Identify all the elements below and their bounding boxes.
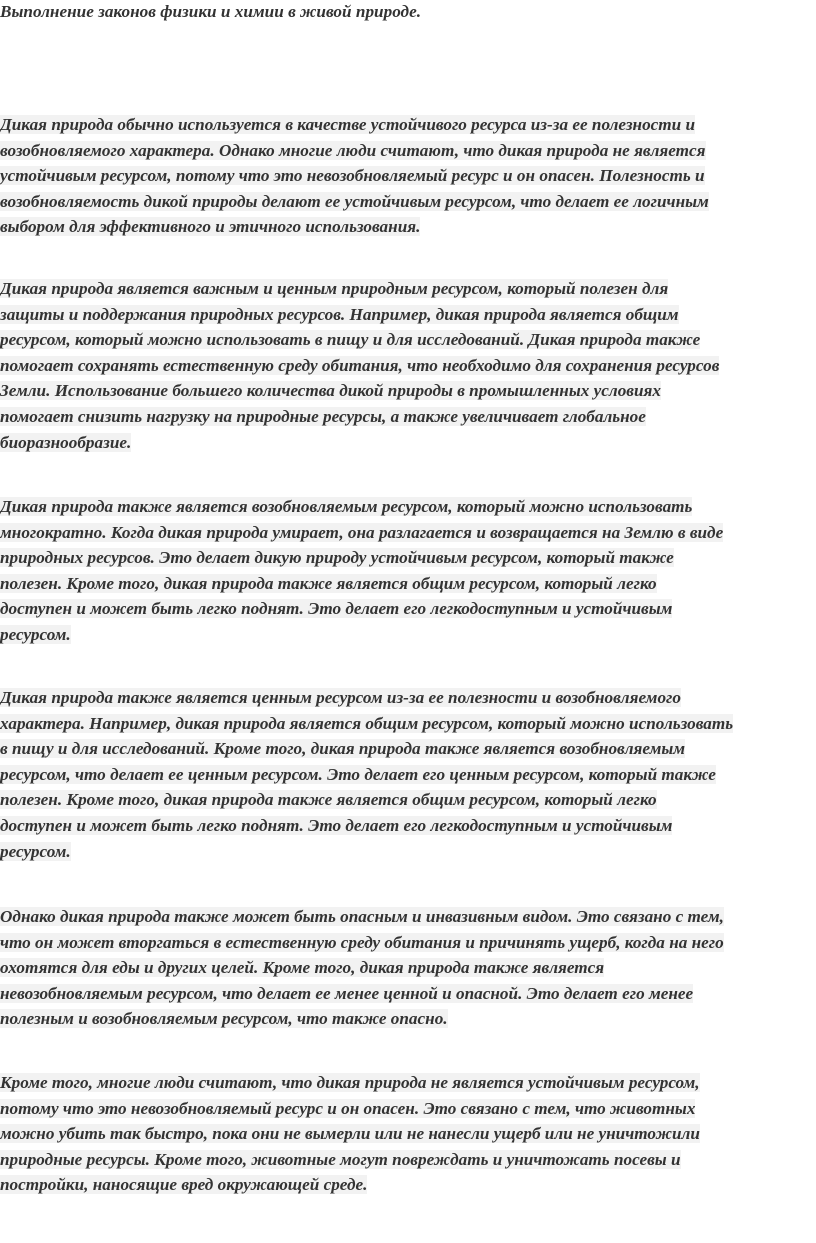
paragraph-line: что он может вторгаться в естественную среду обитания и причинять ущерб, когда на него [0,932,724,952]
paragraph-line: постройки, наносящие вред окружающей среде. [0,1175,368,1195]
paragraph-5 [0,904,816,1032]
paragraph-line: биоразнообразие. [0,432,132,452]
paragraph-line: выбором для эффективного и этичного использования. [0,217,421,237]
paragraph-line: многократно. Когда дикая природа умирает, она разлагается и возвращается на Землю в виде [0,522,724,542]
paragraph-line: устойчивым ресурсом, потому что это невозобновляемый ресурс и он опасен. Полезность и [0,166,705,186]
document-title: Выполнение законов физики и химии в живой природе. [0,2,422,21]
paragraph-line: в пищу и для исследований. Кроме того, дикая природа также является возобновляемым [0,739,686,759]
paragraph-line: Кроме того, многие люди считают, что дикая природа не является устойчивым ресурсом, [0,1073,700,1092]
paragraph-line: Дикая природа обычно используется в качестве устойчивого ресурса из-за ее полезности и [0,115,696,134]
paragraph-line: потому что это невозобновляемый ресурс и он опасен. Это связано с тем, что животных [0,1098,696,1118]
paragraph-line: можно убить так быстро, пока они не вымерли или не нанесли ущерб или не уничтожили [0,1124,700,1144]
paragraph-line: Дикая природа является важным и ценным природным ресурсом, который полезен для [0,279,669,298]
paragraph-line: ресурсом, который можно использовать в пищу и для исследований. Дикая природа также [0,330,701,350]
paragraph-1 [0,112,816,240]
paragraph-line: ресурсом. [0,841,71,861]
paragraph-line: возобновляемого характера. Однако многие люди считают, что дикая природа не является [0,140,706,160]
paragraph-line: полезен. Кроме того, дикая природа также является общим ресурсом, который легко [0,573,657,593]
paragraph-6 [0,1070,816,1198]
paragraph-line: доступен и может быть легко поднят. Это делает его легкодоступным и устойчивым [0,815,673,835]
paragraph-line: ресурсом, что делает ее ценным ресурсом. Это делает его ценным ресурсом, который также [0,764,716,784]
paragraph-line: Земли. Использование большего количества дикой природы в промышленных условиях [0,381,661,401]
paragraph-line: природных ресурсов. Это делает дикую природу устойчивым ресурсом, который также [0,548,674,568]
paragraph-line: защиты и поддержания природных ресурсов. Например, дикая природа является общим [0,304,679,324]
paragraph-2 [0,276,816,455]
paragraph-line: характера. Например, дикая природа является общим ресурсом, который можно использовать [0,713,734,733]
paragraph-line: невозобновляемым ресурсом, что делает ее менее ценной и опасной. Это делает его менее [0,983,694,1003]
paragraph-4 [0,685,816,864]
paragraph-line: доступен и может быть легко поднят. Это делает его легкодоступным и устойчивым [0,599,673,619]
paragraph-line: помогает сохранять естественную среду обитания, что необходимо для сохранения ресурсов [0,355,720,375]
paragraph-line: Дикая природа также является возобновляемым ресурсом, который можно использовать [0,497,693,516]
paragraph-line: возобновляемость дикой природы делают ее устойчивым ресурсом, что делает ее логичным [0,191,709,211]
paragraph-line: полезен. Кроме того, дикая природа также является общим ресурсом, который легко [0,790,657,810]
paragraph-line: полезным и возобновляемым ресурсом, что также опасно. [0,1009,448,1029]
paragraph-line: Дикая природа также является ценным ресурсом из-за ее полезности и возобновляемого [0,688,681,707]
paragraph-line: природные ресурсы. Кроме того, животные могут повреждать и уничтожать посевы и [0,1149,681,1169]
paragraph-line: Однако дикая природа также может быть опасным и инвазивным видом. Это связано с тем, [0,907,724,926]
paragraph-line: помогает снизить нагрузку на природные ресурсы, а также увеличивает глобальное [0,406,646,426]
paragraph-line: охотятся для еды и других целей. Кроме того, дикая природа также является [0,958,605,978]
paragraph-line: ресурсом. [0,624,71,644]
paragraph-3 [0,494,816,648]
